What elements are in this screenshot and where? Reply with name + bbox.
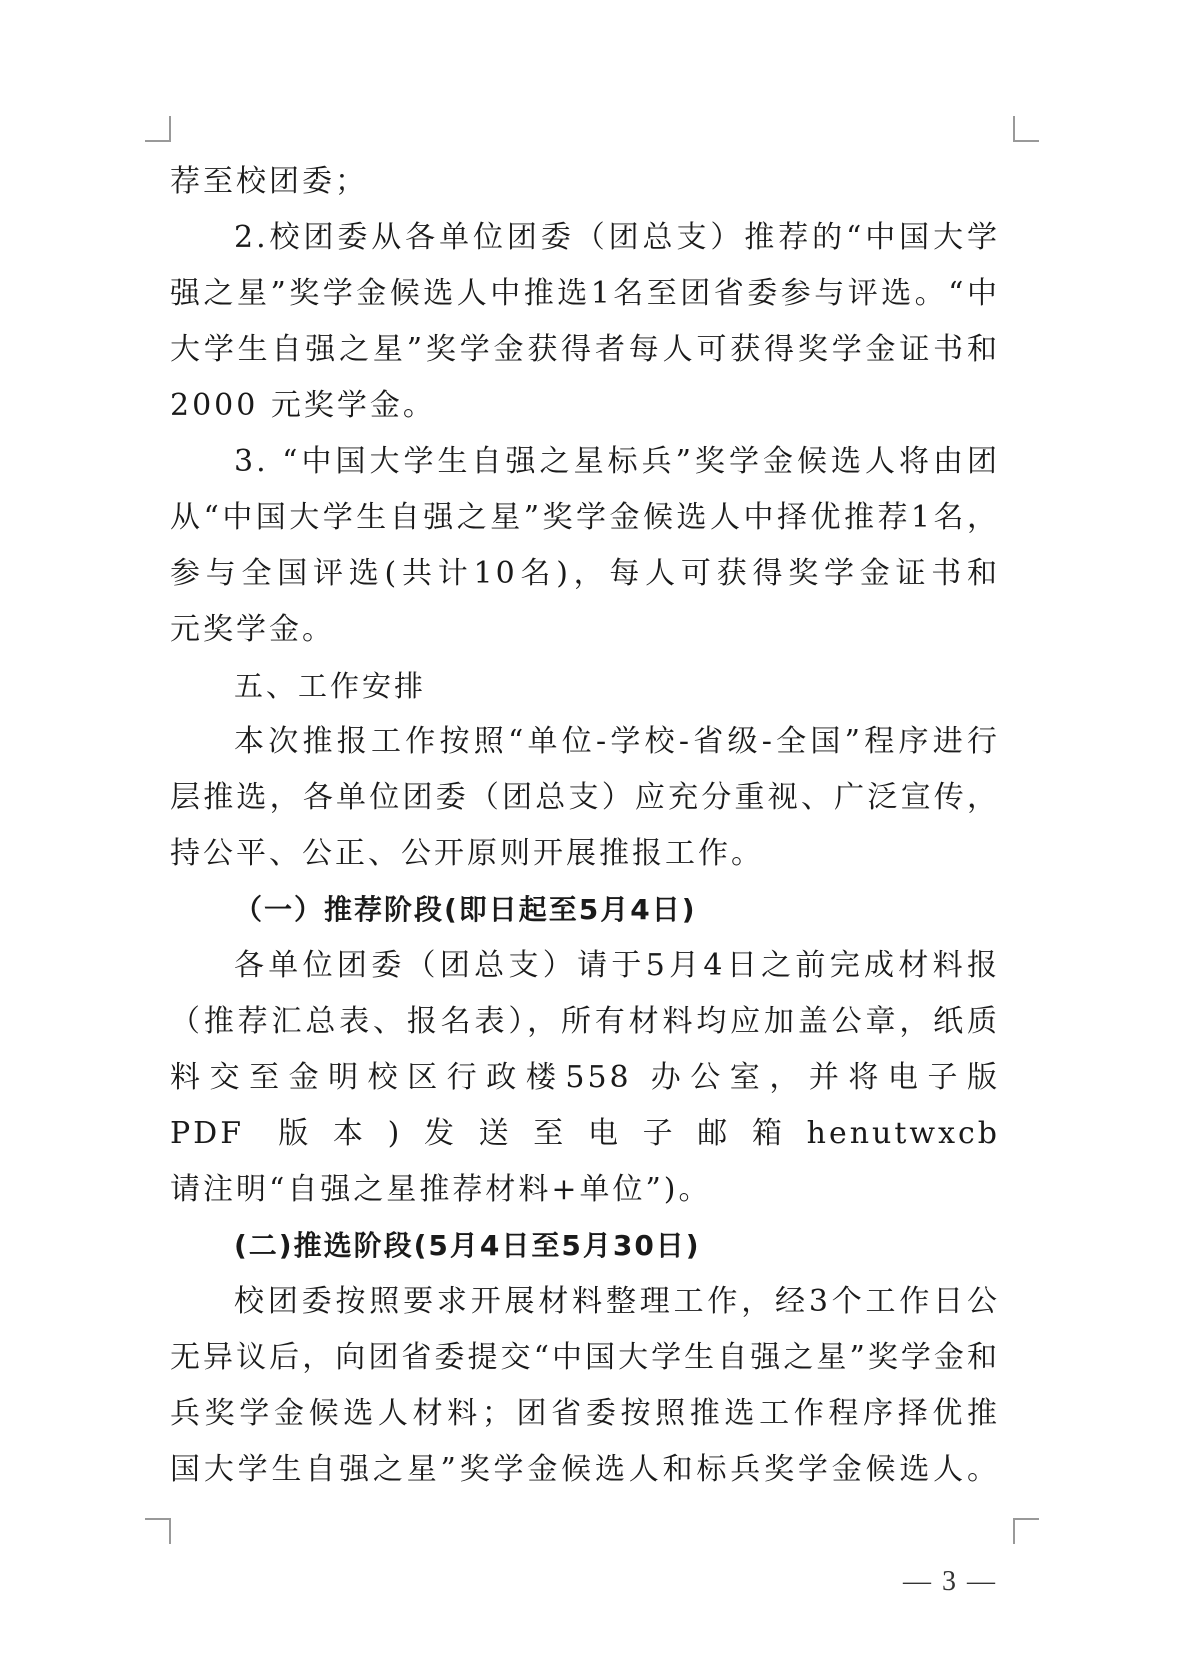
body-line: 各单位团委（团总支）请于5月4日之前完成材料报 — [234, 948, 1000, 983]
crop-mark-bottom-right — [1013, 1518, 1039, 1544]
body-line: 兵奖学金候选人材料；团省委按照推选工作程序择优推 — [170, 1396, 1000, 1431]
document-body — [170, 154, 1000, 1498]
crop-mark-bottom-left — [145, 1518, 171, 1544]
body-line: （推荐汇总表、报名表），所有材料均应加盖公章，纸质 — [170, 1004, 1000, 1039]
body-line: 国大学生自强之星”奖学金候选人和标兵奖学金候选人。 — [170, 1452, 1000, 1487]
body-line: 荐至校团委； — [170, 164, 368, 199]
body-line: 请注明“自强之星推荐材料+单位”)。 — [170, 1172, 712, 1207]
body-line: 本次推报工作按照“单位-学校-省级-全国”程序进行 — [234, 724, 1000, 759]
body-line: 无异议后，向团省委提交“中国大学生自强之星”奖学金和 — [170, 1340, 1000, 1375]
body-line: 强之星”奖学金候选人中推选1名至团省委参与评选。“中 — [170, 276, 1000, 311]
body-line: 持公平、公正、公开原则开展推报工作。 — [170, 836, 764, 871]
body-line: 元奖学金。 — [170, 612, 335, 647]
body-line: 2000 元奖学金。 — [170, 388, 436, 423]
section-heading: 五、工作安排 — [234, 669, 427, 703]
body-line: 参与全国评选(共计10名)，每人可获得奖学金证书和 — [170, 556, 1000, 591]
subsection-heading: （一）推荐阶段(即日起至5月4日) — [234, 893, 697, 926]
body-line: PDF 版本)发送至电子邮箱henutwxcb — [170, 1116, 1000, 1151]
body-line: 从“中国大学生自强之星”奖学金候选人中择优推荐1名， — [170, 500, 1000, 535]
body-line: 层推选，各单位团委（团总支）应充分重视、广泛宣传， — [170, 780, 1000, 815]
crop-mark-top-left — [145, 116, 171, 142]
body-line: 2.校团委从各单位团委（团总支）推荐的“中国大学 — [234, 220, 1000, 255]
body-line: 大学生自强之星”奖学金获得者每人可获得奖学金证书和 — [170, 332, 1000, 367]
body-line: 料交至金明校区行政楼558 办公室，并将电子版 — [170, 1060, 1000, 1095]
crop-mark-top-right — [1013, 116, 1039, 142]
body-line: 校团委按照要求开展材料整理工作，经3个工作日公 — [234, 1284, 1000, 1319]
page-number: — 3 — — [903, 1566, 997, 1597]
body-line: 3. “中国大学生自强之星标兵”奖学金候选人将由团 — [234, 444, 1000, 479]
subsection-heading: (二)推选阶段(5月4日至5月30日) — [234, 1229, 701, 1262]
